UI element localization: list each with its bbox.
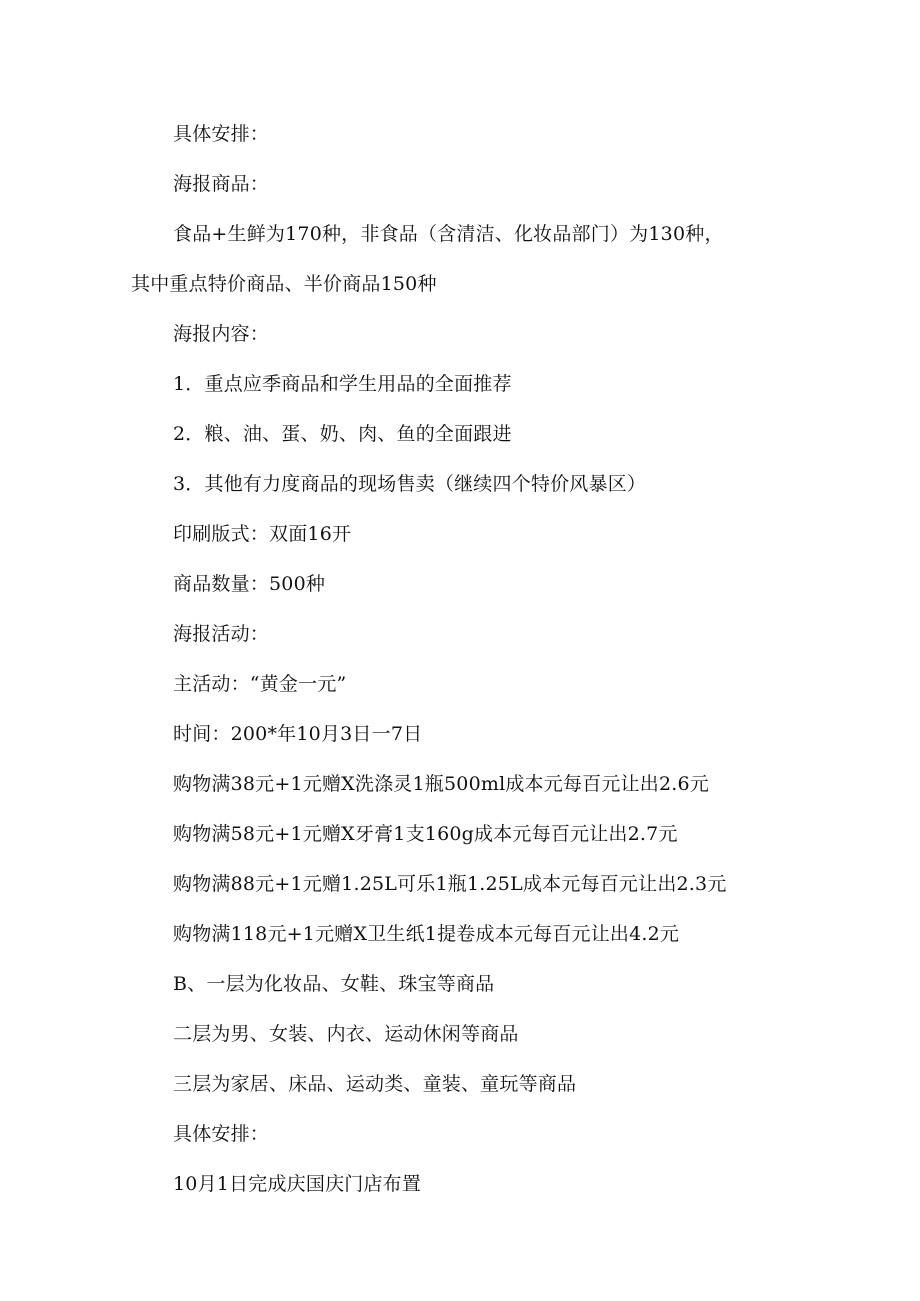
promotion-tier-58: 购物满58元+1元赠X牙膏1支160g成本元每百元让出2.7元 <box>173 823 678 845</box>
activity-time: 时间：200*年10月3日一7日 <box>173 723 423 745</box>
heading-poster-content: 海报内容： <box>173 323 270 345</box>
floor-1-layout: B、一层为化妆品、女鞋、珠宝等商品 <box>173 973 495 995</box>
promotion-tier-118: 购物满118元+1元赠X卫生纸1提卷成本元每百元让出4.2元 <box>173 923 680 945</box>
paragraph-product-counts: 食品+生鲜为170种，非食品（含清洁、化妆品部门）为130种， <box>173 223 724 245</box>
heading-arrangement: 具体安排： <box>173 123 270 145</box>
heading-poster-products: 海报商品： <box>173 173 270 195</box>
product-quantity: 商品数量：500种 <box>173 573 326 595</box>
list-item-1: 1．重点应季商品和学生用品的全面推荐 <box>173 373 512 395</box>
floor-3-layout: 三层为家居、床品、运动类、童装、童玩等商品 <box>173 1073 577 1095</box>
list-item-2: 2．粮、油、蛋、奶、肉、鱼的全面跟进 <box>173 423 512 445</box>
main-activity: 主活动：“黄金一元” <box>173 673 347 695</box>
promotion-tier-88: 购物满88元+1元赠1.25L可乐1瓶1.25L成本元每百元让出2.3元 <box>173 873 727 895</box>
paragraph-product-counts-continued: 其中重点特价商品、半价商品150种 <box>131 273 437 295</box>
heading-arrangement-2: 具体安排： <box>173 1123 270 1145</box>
promotion-tier-38: 购物满38元+1元赠X洗涤灵1瓶500ml成本元每百元让出2.6元 <box>173 773 709 795</box>
print-format: 印刷版式：双面16开 <box>173 523 352 545</box>
heading-poster-activities: 海报活动： <box>173 623 270 645</box>
schedule-oct-1: 10月1日完成庆国庆门店布置 <box>173 1173 422 1195</box>
list-item-3: 3．其他有力度商品的现场售卖（继续四个特价风暴区） <box>173 473 647 495</box>
floor-2-layout: 二层为男、女装、内衣、运动休闲等商品 <box>173 1023 519 1045</box>
